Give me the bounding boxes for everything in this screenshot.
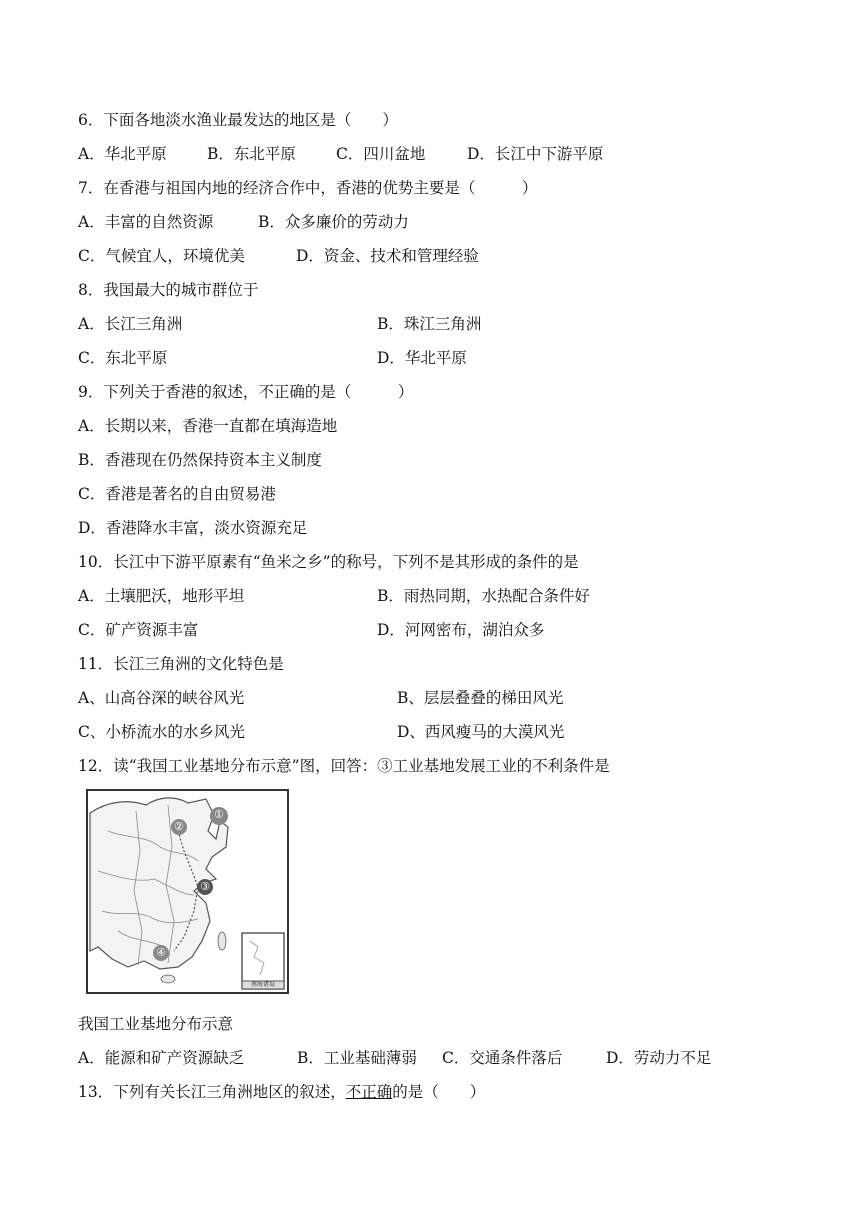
q12-option-b: B．工业基础薄弱	[297, 1049, 417, 1067]
q7-option-b: B．众多廉价的劳动力	[258, 213, 409, 231]
q7-option-c: C．气候宜人，环境优美	[78, 247, 245, 265]
q6-option-d: D．长江中下游平原	[467, 145, 604, 163]
q9-option-b: B．香港现在仍然保持资本主义制度	[78, 451, 322, 469]
map-caption: 我国工业基地分布示意	[78, 1015, 234, 1033]
q8-stem: 8．我国最大的城市群位于	[78, 281, 259, 299]
q10-stem: 10．长江中下游平原素有“鱼米之乡”的称号，下列不是其形成的条件的是	[78, 553, 579, 571]
q6-stem: 6．下面各地淡水渔业最发达的地区是（ ）	[78, 111, 398, 129]
q8-option-a: A．长江三角洲	[78, 315, 183, 333]
inset-label: 南海诸岛	[250, 981, 275, 988]
base-label-2: ②	[174, 820, 184, 833]
q6-option-c: C．四川盆地	[336, 145, 426, 163]
q13-stem-underlined: 不正确	[345, 1083, 393, 1101]
q12-option-d: D．劳动力不足	[606, 1049, 712, 1067]
q12-stem: 12．读“我国工业基地分布示意”图，回答：③工业基地发展工业的不利条件是	[78, 757, 610, 775]
q9-option-d: D．香港降水丰富，淡水资源充足	[78, 519, 308, 537]
base-label-4: ④	[156, 946, 166, 959]
q10-option-c: C．矿产资源丰富	[78, 621, 199, 639]
q9-stem: 9．下列关于香港的叙述，不正确的是（ ）	[78, 383, 414, 401]
q11-option-a: A、山高谷深的峡谷风光	[78, 689, 245, 707]
q11-option-d: D、西风瘦马的大漠风光	[397, 723, 565, 741]
q12-option-a: A．能源和矿产资源缺乏	[78, 1049, 245, 1067]
q7-option-a: A．丰富的自然资源	[78, 213, 214, 231]
q12-option-c: C．交通条件落后	[442, 1049, 563, 1067]
q11-stem: 11．长江三角洲的文化特色是	[78, 655, 284, 673]
q8-option-c: C．东北平原	[78, 349, 168, 367]
china-map-icon	[88, 791, 287, 992]
q13-stem-part-a: 13．下列有关长江三角洲地区的叙述，	[78, 1083, 346, 1101]
base-label-3: ③	[200, 880, 210, 893]
q7-stem: 7．在香港与祖国内地的经济合作中，香港的优势主要是（ ）	[78, 179, 538, 197]
q9-option-c: C．香港是著名的自由贸易港	[78, 485, 276, 503]
q9-option-a: A．长期以来，香港一直都在填海造地	[78, 417, 338, 435]
industrial-base-map	[86, 789, 289, 994]
q8-option-b: B．珠江三角洲	[377, 315, 482, 333]
q13-stem	[78, 1082, 485, 1102]
q8-option-d: D．华北平原	[377, 349, 467, 367]
q7-option-d: D．资金、技术和管理经验	[296, 247, 479, 265]
q10-option-a: A．土壤肥沃，地形平坦	[78, 587, 245, 605]
base-label-1: ①	[214, 808, 224, 821]
q11-option-c: C、小桥流水的水乡风光	[78, 723, 245, 741]
q6-option-b: B．东北平原	[207, 145, 296, 163]
q6-option-a: A．华北平原	[78, 145, 167, 163]
q10-option-b: B．雨热同期，水热配合条件好	[377, 587, 590, 605]
q13-stem-part-b: 的是（ ）	[392, 1083, 486, 1101]
q10-option-d: D．河网密布，湖泊众多	[377, 621, 545, 639]
q11-option-b: B、层层叠叠的梯田风光	[397, 689, 564, 707]
